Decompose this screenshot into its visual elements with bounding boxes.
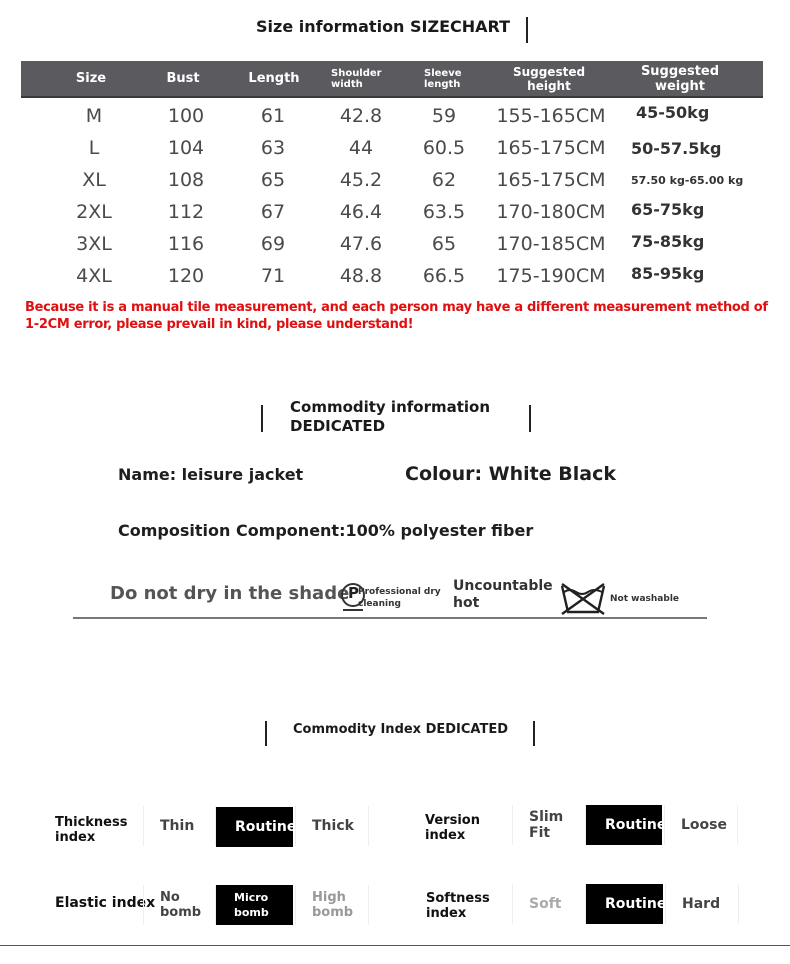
cell-length: 67 (260, 201, 286, 223)
cell-length: 69 (260, 233, 286, 255)
cell-bust: 112 (167, 201, 205, 223)
cell-shoulder: 47.6 (339, 233, 383, 255)
iron-label-l1: Uncountable (453, 578, 553, 594)
col-height: Suggested height (512, 64, 586, 93)
iron-label (453, 578, 553, 612)
cell-height: 165-175CM (496, 169, 606, 191)
commodity-info-title-l1: Commodity information (290, 398, 491, 416)
version-option-routine[interactable]: Routine (586, 805, 662, 845)
commodity-index-title: Commodity Index DEDICATED (293, 722, 509, 737)
elastic-opt1-l1: No (160, 890, 180, 905)
title-divider-bar (533, 721, 535, 746)
commodity-info-title-l2: DEDICATED (290, 417, 386, 435)
softness-label-l2: index (426, 906, 467, 921)
cell-weight: 85-95kg (631, 263, 705, 283)
cell-height: 155-165CM (496, 105, 606, 127)
cell-sleeve: 62 (431, 169, 457, 191)
cell-weight: 45-50kg (636, 102, 710, 122)
col-size: Size (75, 71, 107, 86)
cell-shoulder: 48.8 (339, 265, 383, 287)
cell-sleeve: 63.5 (422, 201, 466, 223)
size-table (21, 61, 763, 292)
col-bust: Bust (166, 71, 200, 86)
cell-size: 3XL (76, 233, 112, 255)
commodity-info-title (290, 398, 490, 436)
thickness-index-label (55, 814, 127, 846)
iron-label-l2: hot (453, 595, 480, 611)
col-sleeve-l1: Sleeve (424, 67, 462, 79)
cell-size: 4XL (76, 265, 112, 287)
softness-option-routine[interactable]: Routine (586, 884, 663, 924)
cell-bust: 116 (167, 233, 205, 255)
cell-height: 170-180CM (496, 201, 606, 223)
version-label-l2: index (425, 828, 466, 843)
col-sleeve-l2: length (424, 78, 461, 90)
cell-bust: 104 (167, 137, 205, 159)
elastic-opt3-l1: High (312, 890, 346, 905)
title-divider-bar (529, 405, 531, 432)
cell-size: 2XL (76, 201, 112, 223)
version-index-label (425, 812, 480, 844)
measurement-notice: Because it is a manual tile measurement, and each person may have a different measurement method of 1-2CM error, please prevail in kind, please understand! (25, 300, 768, 332)
cell-sleeve: 66.5 (422, 265, 466, 287)
thickness-label-l2: index (55, 830, 96, 845)
thickness-option-routine[interactable]: Routine (216, 807, 293, 847)
col-length: Length (248, 71, 300, 86)
dry-clean-label (358, 586, 441, 610)
cell-weight: 75-85kg (631, 231, 705, 251)
title-divider-bar (526, 17, 528, 43)
title-divider-bar (265, 721, 267, 746)
product-colour: Colour: White Black (405, 463, 616, 485)
elastic-opt1-l2: bomb (160, 905, 202, 920)
softness-label-l1: Softness (426, 891, 490, 906)
cell-length: 65 (260, 169, 286, 191)
bottom-divider (0, 945, 790, 946)
cell-height: 170-185CM (496, 233, 606, 255)
size-chart-title: Size information SIZECHART (256, 17, 511, 36)
col-weight: Suggested weight (640, 63, 720, 94)
cell-shoulder: 44 (348, 137, 374, 159)
cell-weight: 57.50 kg-65.00 kg (631, 173, 744, 187)
elastic-opt2-l2: bomb (234, 906, 269, 919)
softness-option-hard[interactable]: Hard (665, 884, 739, 924)
cell-weight: 50-57.5kg (631, 138, 722, 158)
elastic-option-micro-bomb[interactable] (216, 885, 293, 925)
table-row (21, 228, 763, 260)
cell-shoulder: 46.4 (339, 201, 383, 223)
cell-sleeve: 59 (431, 105, 457, 127)
cell-shoulder: 42.8 (339, 105, 383, 127)
elastic-option-no-bomb[interactable] (143, 885, 216, 925)
care-divider (73, 617, 707, 619)
thickness-option-thin[interactable]: Thin (143, 806, 216, 846)
elastic-option-high-bomb[interactable] (295, 885, 369, 925)
no-wash-icon (558, 580, 608, 616)
dry-clean-label-l1: Professional dry (358, 587, 441, 597)
dry-clean-label-l2: cleaning (358, 599, 401, 609)
cell-bust: 120 (167, 265, 205, 287)
col-sleeve (424, 61, 484, 96)
col-shoulder (331, 61, 401, 96)
cell-height: 165-175CM (496, 137, 606, 159)
version-option-slim-fit[interactable]: Slim Fit (512, 805, 586, 845)
elastic-opt3-l2: bomb (312, 905, 354, 920)
version-label-l1: Version (425, 813, 480, 828)
col-shoulder-l1: Shoulder (331, 67, 382, 79)
cell-height: 175-190CM (496, 265, 606, 287)
thickness-label-l1: Thickness (55, 815, 128, 830)
cell-length: 71 (260, 265, 286, 287)
table-row (21, 164, 763, 196)
col-shoulder-l2: width (331, 78, 363, 90)
softness-option-soft[interactable]: Soft (512, 884, 586, 924)
product-composition: Composition Component:100% polyester fiber (118, 521, 534, 540)
table-row (21, 100, 763, 132)
elastic-opt2-l1: Micro (234, 891, 269, 904)
cell-shoulder: 45.2 (339, 169, 383, 191)
care-no-shade-dry: Do not dry in the shade (110, 583, 350, 604)
elastic-index-label: Elastic index (55, 894, 156, 911)
no-wash-label: Not washable (610, 594, 680, 604)
size-table-header (21, 61, 763, 98)
cell-size: XL (82, 169, 106, 191)
cell-sleeve: 65 (431, 233, 457, 255)
cell-weight: 65-75kg (631, 199, 705, 219)
cell-size: L (88, 137, 100, 159)
thickness-option-thick[interactable]: Thick (295, 806, 369, 846)
cell-size: M (85, 105, 103, 127)
table-row (21, 260, 763, 292)
product-name: Name: leisure jacket (118, 465, 304, 484)
title-divider-bar (261, 405, 263, 432)
table-row (21, 196, 763, 228)
cell-length: 63 (260, 137, 286, 159)
cell-sleeve: 60.5 (422, 137, 466, 159)
softness-index-label (426, 890, 490, 922)
cell-length: 61 (260, 105, 286, 127)
table-row (21, 132, 763, 164)
version-option-loose[interactable]: Loose (664, 805, 738, 845)
dry-clean-letter: P (348, 584, 359, 602)
cell-bust: 108 (167, 169, 205, 191)
cell-bust: 100 (167, 105, 205, 127)
